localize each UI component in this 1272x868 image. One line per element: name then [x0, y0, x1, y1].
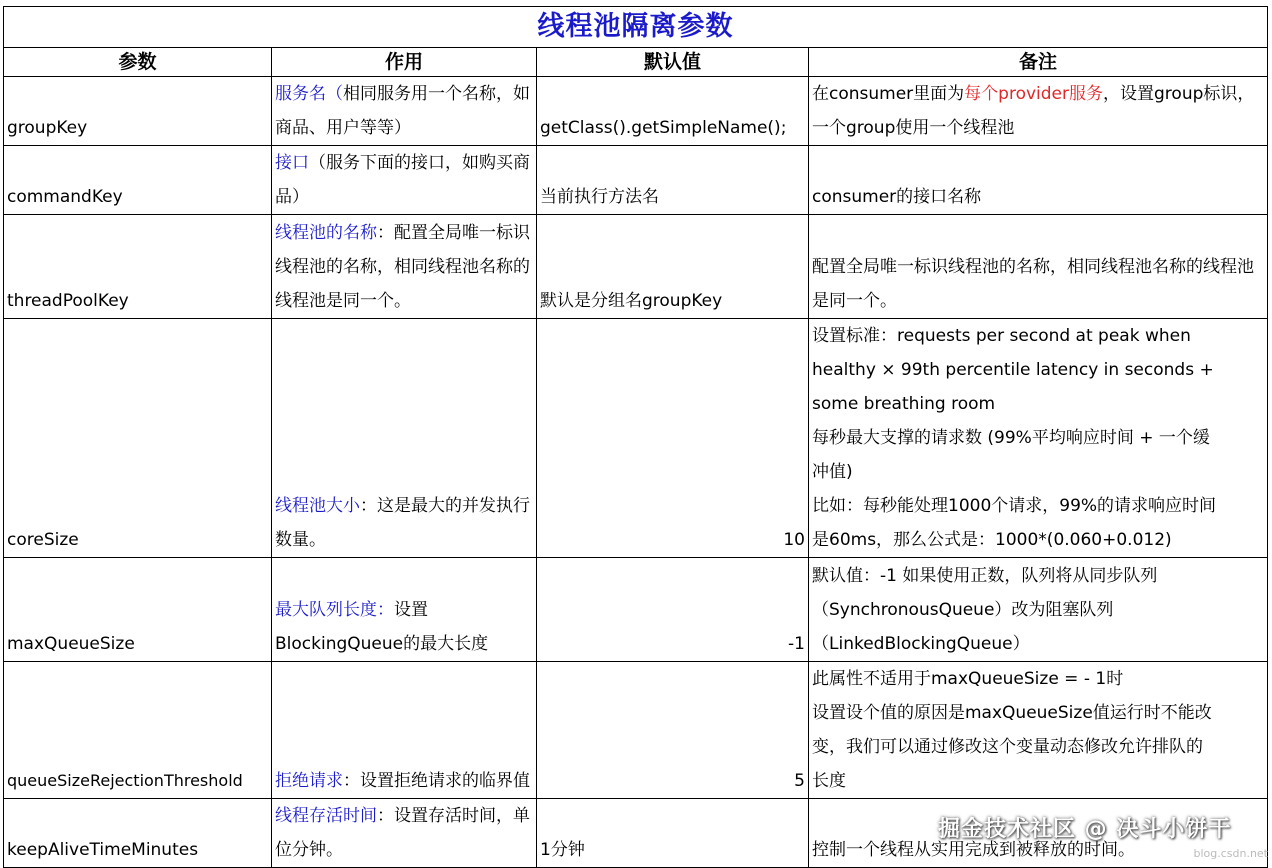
param-cell: maxQueueSize — [4, 558, 272, 662]
header-default: 默认值 — [537, 48, 809, 77]
table-row — [4, 558, 1268, 662]
effect-text: ：设置拒绝请求的临界值 — [343, 771, 530, 791]
effect-cell — [272, 558, 537, 662]
effect-highlight: 服务名（ — [275, 84, 343, 104]
effect-cell — [272, 146, 537, 215]
note-line: 变，我们可以通过修改这个变量动态修改允许排队的 — [812, 737, 1203, 757]
effect-highlight: 线程池的名称 — [275, 223, 377, 243]
note-line: some breathing room — [812, 394, 996, 414]
note-line: 冲值) — [812, 462, 853, 482]
table-row — [4, 319, 1268, 558]
effect-text: （服务下面的接口，如购买商品） — [275, 153, 530, 207]
default-cell: getClass().getSimpleName(); — [537, 77, 809, 146]
table-row — [4, 77, 1268, 146]
effect-highlight: 线程存活时间 — [275, 806, 377, 826]
title-row — [4, 7, 1268, 48]
note-line: healthy × 99th percentile latency in seconds + — [812, 360, 1214, 380]
param-cell: commandKey — [4, 146, 272, 215]
note-text: 在consumer里面为 — [812, 84, 965, 104]
note-cell: consumer的接口名称 — [809, 146, 1268, 215]
site-watermark: blog.csdn.net — [1193, 847, 1268, 860]
effect-highlight: 接口 — [275, 153, 309, 173]
header-effect: 作用 — [272, 48, 537, 77]
note-highlight: 每个provider服务 — [964, 84, 1104, 104]
default-cell: 默认是分组名groupKey — [537, 215, 809, 319]
default-cell: 当前执行方法名 — [537, 146, 809, 215]
table-row — [4, 662, 1268, 799]
note-cell: 配置全局唯一标识线程池的名称，相同线程池名称的线程池是同一个。 — [809, 215, 1268, 319]
note-line: 默认值：-1 如果使用正数，队列将从同步队列 — [812, 566, 1158, 586]
table-row — [4, 215, 1268, 319]
watermark: 掘金技术社区 @ 决斗小饼干 — [938, 817, 1232, 842]
note-cell: 控制一个线程从实用完成到被释放的时间。 — [809, 799, 1268, 868]
note-line: （LinkedBlockingQueue） — [812, 634, 1030, 654]
table-title: 线程池隔离参数 — [4, 7, 1268, 48]
note-cell — [809, 319, 1268, 558]
effect-text: ：配置全局唯一标识线程池的名称，相同线程池名称的线程池是同一个。 — [275, 223, 530, 311]
note-line: （SynchronousQueue）改为阻塞队列 — [812, 600, 1114, 620]
effect-text: ：这是最大的并发执行数量。 — [275, 496, 530, 550]
effect-text: ：设置存活时间，单位分钟。 — [275, 806, 530, 860]
effect-cell — [272, 799, 537, 868]
note-line: 长度 — [812, 771, 846, 791]
effect-highlight: 最大队列长度： — [275, 600, 394, 620]
note-line: 每秒最大支撑的请求数 (99%平均响应时间 + 一个缓 — [812, 428, 1210, 448]
effect-cell — [272, 77, 537, 146]
effect-highlight: 拒绝请求 — [275, 771, 343, 791]
default-cell: 10 — [537, 319, 809, 558]
effect-cell — [272, 215, 537, 319]
effect-text: 设置BlockingQueue的最大长度 — [275, 600, 489, 654]
param-cell: queueSizeRejectionThreshold — [4, 662, 272, 799]
default-cell: 1分钟 — [537, 799, 809, 868]
header-note: 备注 — [809, 48, 1268, 77]
note-cell — [809, 558, 1268, 662]
note-line: 设置标准：requests per second at peak when — [812, 326, 1191, 346]
effect-cell — [272, 662, 537, 799]
param-cell: threadPoolKey — [4, 215, 272, 319]
header-param: 参数 — [4, 48, 272, 77]
header-row — [4, 48, 1268, 77]
effect-highlight: 线程池大小 — [275, 496, 360, 516]
note-cell — [809, 77, 1268, 146]
note-line: 此属性不适用于maxQueueSize = - 1时 — [812, 669, 1124, 689]
params-table — [3, 6, 1268, 868]
note-line: 比如：每秒能处理1000个请求，99%的请求响应时间 — [812, 496, 1217, 516]
param-cell: groupKey — [4, 77, 272, 146]
default-cell: 5 — [537, 662, 809, 799]
default-cell: -1 — [537, 558, 809, 662]
note-line: 设置设个值的原因是maxQueueSize值运行时不能改 — [812, 703, 1212, 723]
effect-cell — [272, 319, 537, 558]
table-row — [4, 146, 1268, 215]
note-text: ，设置group标识，一个group使用一个线程池 — [812, 84, 1255, 138]
note-cell — [809, 662, 1268, 799]
note-line: 是60ms，那么公式是：1000*(0.060+0.012) — [812, 530, 1172, 550]
effect-text: 相同服务用一个名称，如商品、用户等等） — [275, 84, 530, 138]
param-cell: keepAliveTimeMinutes — [4, 799, 272, 868]
param-cell: coreSize — [4, 319, 272, 558]
